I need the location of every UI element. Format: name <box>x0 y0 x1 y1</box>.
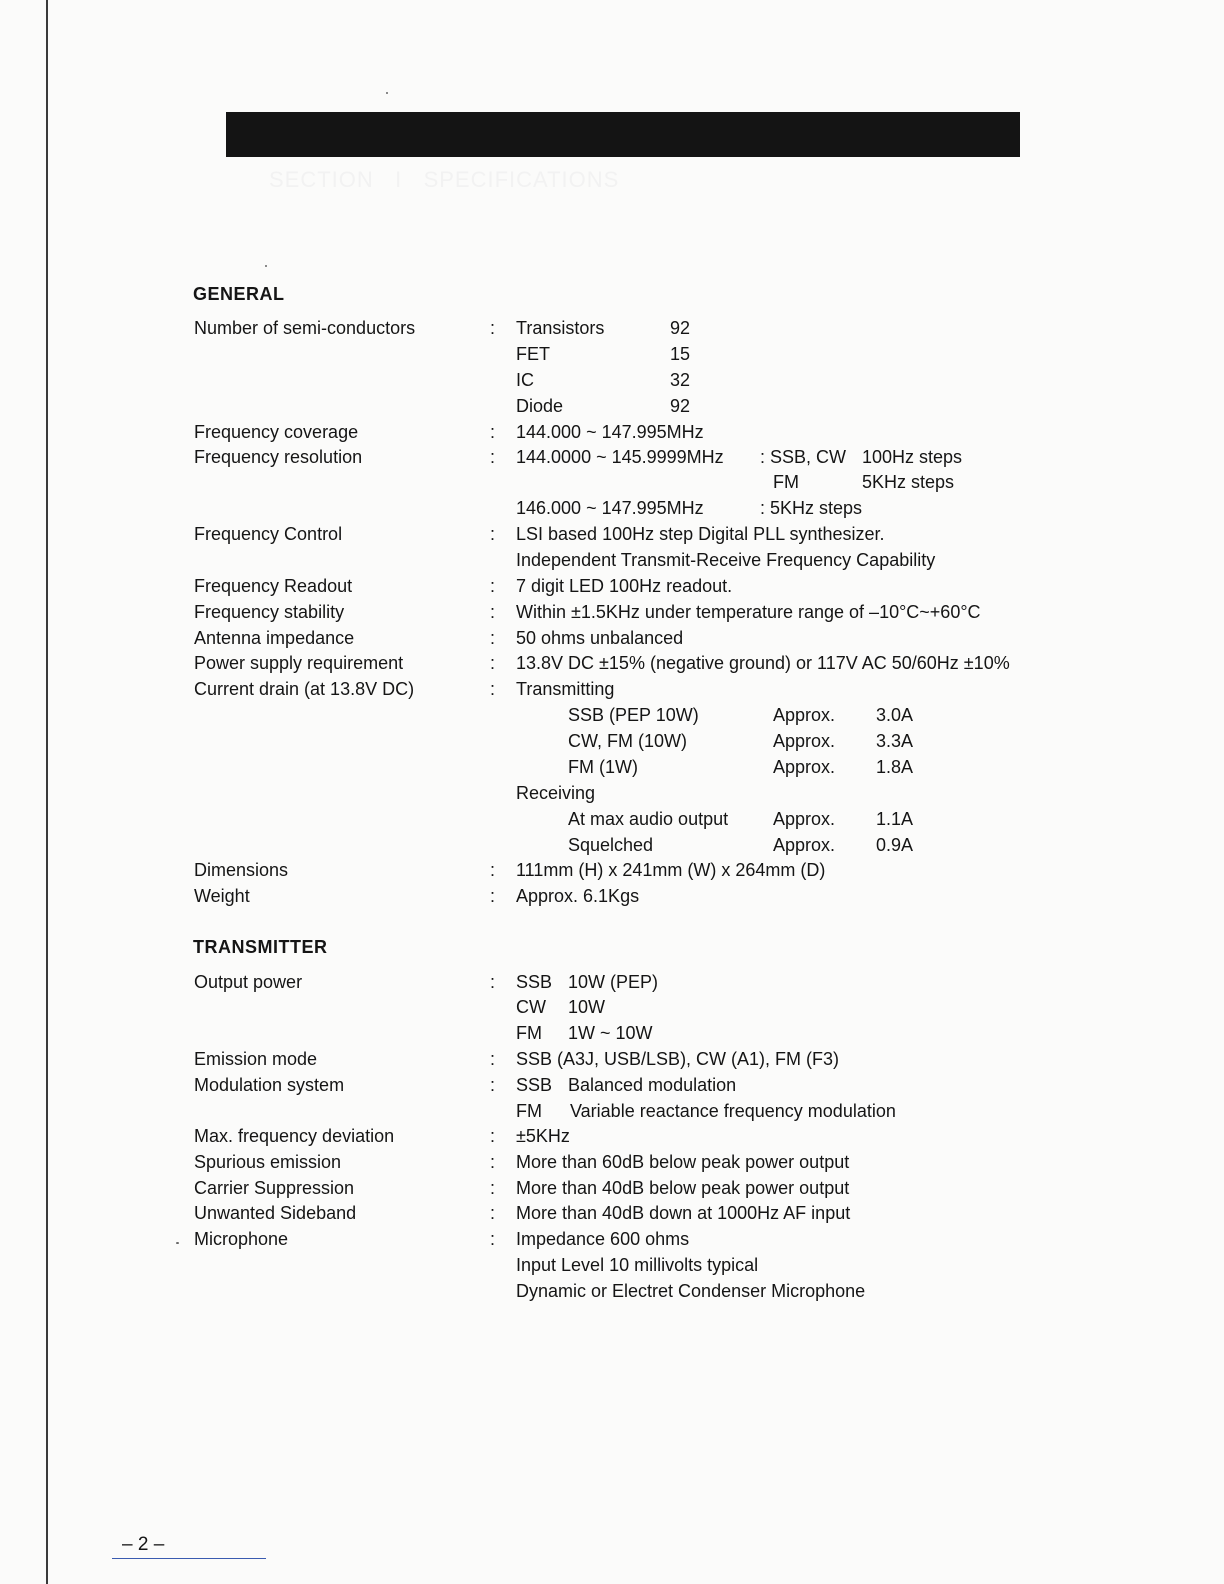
colon: : <box>490 886 496 906</box>
print-speck <box>386 92 388 94</box>
colon: : <box>490 860 496 880</box>
page-number: – 2 – <box>122 1534 165 1555</box>
emission-label: Emission mode <box>194 1049 318 1069</box>
carrier-value: More than 40dB below peak power output <box>516 1178 850 1198</box>
semiconductors-label: Number of semi-conductors <box>194 318 416 338</box>
spurious-value: More than 60dB below peak power output <box>516 1152 850 1172</box>
modulation-mode: SSB <box>516 1075 553 1095</box>
emission-value: SSB (A3J, USB/LSB), CW (A1), FM (F3) <box>516 1049 840 1069</box>
receiving-heading: Receiving <box>516 783 596 803</box>
colon: : <box>490 972 496 992</box>
colon: : <box>490 1049 496 1069</box>
output-mode: CW <box>516 997 546 1017</box>
freq-resolution-mode: : SSB, CW <box>760 447 847 467</box>
colon: : <box>490 602 496 622</box>
colon: : <box>490 1229 496 1249</box>
drain-approx: Approx. <box>773 731 836 751</box>
semiconductor-type: Transistors <box>516 318 605 338</box>
freq-resolution-label: Frequency resolution <box>194 447 363 467</box>
drain-approx: Approx. <box>773 705 836 725</box>
colon: : <box>490 1178 496 1198</box>
output-mode: FM <box>516 1023 542 1043</box>
sideband-value: More than 40dB down at 1000Hz AF input <box>516 1203 851 1223</box>
microphone-label: Microphone <box>194 1229 289 1249</box>
colon: : <box>490 524 496 544</box>
power-supply-label: Power supply requirement <box>194 653 404 673</box>
semiconductor-type: FET <box>516 344 550 364</box>
microphone-value: Dynamic or Electret Condenser Microphone <box>516 1281 866 1301</box>
drain-mode: SSB (PEP 10W) <box>568 705 699 725</box>
semiconductor-count: 32 <box>670 370 691 390</box>
max-deviation-label: Max. frequency deviation <box>194 1126 395 1146</box>
section-title: SECTION I SPECIFICATIONS <box>269 167 620 192</box>
microphone-value: Input Level 10 millivolts typical <box>516 1255 759 1275</box>
colon: : <box>490 447 496 467</box>
output-value: 10W (PEP) <box>568 972 659 992</box>
weight-label: Weight <box>194 886 250 906</box>
freq-resolution-step: 5KHz steps <box>862 472 955 492</box>
drain-approx: Approx. <box>773 809 836 829</box>
output-power-label: Output power <box>194 972 303 992</box>
drain-mode: CW, FM (10W) <box>568 731 687 751</box>
colon: : <box>490 1075 496 1095</box>
microphone-value: Impedance 600 ohms <box>516 1229 690 1249</box>
output-value: 10W <box>568 997 606 1017</box>
print-speck <box>265 265 267 267</box>
freq-readout-label: Frequency Readout <box>194 576 353 596</box>
drain-approx: Approx. <box>773 757 836 777</box>
freq-coverage-value: 144.000 ~ 147.995MHz <box>516 422 704 442</box>
modulation-mode: FM <box>516 1101 542 1121</box>
drain-amps: 3.0A <box>876 705 914 725</box>
current-drain-label: Current drain (at 13.8V DC) <box>194 679 415 699</box>
footer-rule <box>112 1558 266 1559</box>
drain-amps: 1.1A <box>876 809 914 829</box>
freq-resolution-mode: FM <box>773 472 799 492</box>
semiconductor-type: IC <box>516 370 534 390</box>
output-mode: SSB <box>516 972 553 992</box>
modulation-value: Variable reactance frequency modulation <box>570 1101 896 1121</box>
colon: : <box>490 679 496 699</box>
general-heading: GENERAL <box>193 284 285 304</box>
carrier-label: Carrier Suppression <box>194 1178 355 1198</box>
semiconductor-count: 15 <box>670 344 691 364</box>
colon: : <box>490 1126 496 1146</box>
dimensions-label: Dimensions <box>194 860 289 880</box>
spurious-label: Spurious emission <box>194 1152 342 1172</box>
freq-readout-value: 7 digit LED 100Hz readout. <box>516 576 733 596</box>
freq-resolution-range: 144.0000 ~ 145.9999MHz <box>516 447 724 467</box>
freq-stability-label: Frequency stability <box>194 602 345 622</box>
colon: : <box>490 1203 496 1223</box>
semiconductor-type: Diode <box>516 396 564 416</box>
semiconductor-count: 92 <box>670 396 691 416</box>
freq-resolution-step: 100Hz steps <box>862 447 963 467</box>
freq-stability-value: Within ±1.5KHz under temperature range of –10°C~+60°C <box>516 602 981 622</box>
output-value: 1W ~ 10W <box>568 1023 653 1043</box>
freq-control-label: Frequency Control <box>194 524 343 544</box>
power-supply-value: 13.8V DC ±15% (negative ground) or 117V AC 50/60Hz ±10% <box>516 653 1010 673</box>
freq-control-value: LSI based 100Hz step Digital PLL synthesizer. <box>516 524 885 544</box>
colon: : <box>490 318 496 338</box>
colon: : <box>490 576 496 596</box>
print-speck <box>176 1242 179 1244</box>
weight-value: Approx. 6.1Kgs <box>516 886 640 906</box>
sideband-label: Unwanted Sideband <box>194 1203 357 1223</box>
colon: : <box>490 628 496 648</box>
colon: : <box>490 1152 496 1172</box>
drain-mode: Squelched <box>568 835 654 855</box>
drain-mode: At max audio output <box>568 809 729 829</box>
transmitter-heading: TRANSMITTER <box>193 937 328 957</box>
drain-amps: 3.3A <box>876 731 914 751</box>
modulation-value: Balanced modulation <box>568 1075 737 1095</box>
drain-approx: Approx. <box>773 835 836 855</box>
antenna-label: Antenna impedance <box>194 628 355 648</box>
transmitting-heading: Transmitting <box>516 679 615 699</box>
semiconductor-count: 92 <box>670 318 691 338</box>
drain-amps: 1.8A <box>876 757 914 777</box>
freq-resolution-range: 146.000 ~ 147.995MHz <box>516 498 704 518</box>
colon: : <box>490 422 496 442</box>
freq-coverage-label: Frequency coverage <box>194 422 359 442</box>
freq-resolution-step: : 5KHz steps <box>760 498 863 518</box>
modulation-label: Modulation system <box>194 1075 345 1095</box>
dimensions-value: 111mm (H) x 241mm (W) x 264mm (D) <box>516 860 826 880</box>
antenna-value: 50 ohms unbalanced <box>516 628 684 648</box>
drain-amps: 0.9A <box>876 835 914 855</box>
freq-control-value: Independent Transmit-Receive Frequency Capability <box>516 550 936 570</box>
colon: : <box>490 653 496 673</box>
binding-margin-line <box>46 0 48 1584</box>
drain-mode: FM (1W) <box>568 757 638 777</box>
max-deviation-value: ±5KHz <box>516 1126 570 1146</box>
section-header-bar <box>226 112 1020 192</box>
